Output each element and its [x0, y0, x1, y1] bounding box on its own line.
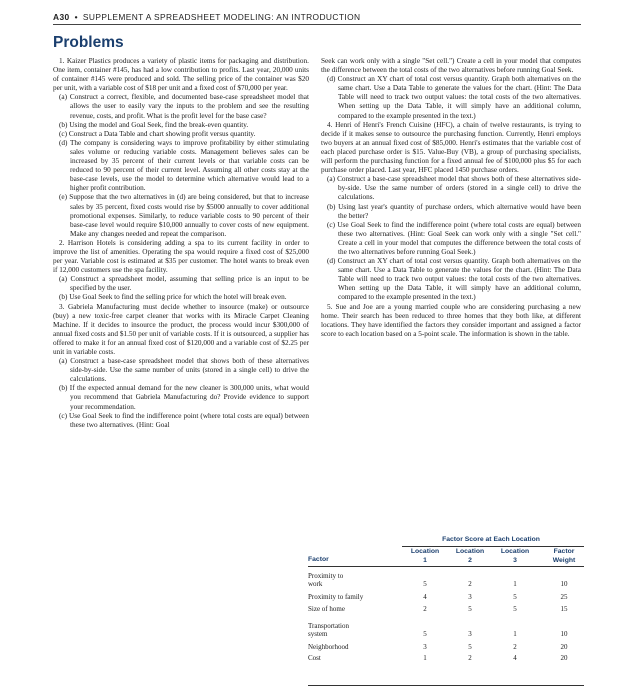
problem-part: (b) Using last year's quantity of purchase orders, which alternative would have been the better? [327, 202, 581, 220]
page-number: A30 [53, 12, 70, 22]
location-score: 4 [513, 654, 517, 662]
bullet-icon: • [74, 12, 78, 22]
factor-weight: 25 [560, 593, 568, 601]
right-column [321, 57, 581, 339]
problem-part: (a) Construct a base-case spreadsheet model that shows both of these alternatives side-by-side. Use the same number of units (stored in a single cell) to drive the calculations. [59, 357, 309, 384]
problem-part: (e) Suppose that the two alternatives in (d) are being considered, but that to increase sales by 35 percent, fixed costs would rise by $5000 annually to cover additional promotional expenses. Similarly, to reduce variable costs to 90 percent of their base-case level would require $10,000 annually to cover costs of new equipment. Make any changes needed and repeat the comparison. [59, 193, 309, 238]
location-score: 3 [468, 593, 472, 601]
running-header [53, 12, 360, 22]
location-score: 1 [513, 630, 517, 638]
table-row-factor: Proximity to family [308, 593, 364, 601]
table-row-factor: Size of home [308, 605, 345, 613]
header-location-2: Location 2 [455, 548, 485, 564]
header-rule-bottom [308, 566, 584, 567]
table-row-factor: Transportation system [308, 622, 349, 639]
problem-paragraph: 4. Henri of Henri's French Cuisine (HFC), a chain of twelve restaurants, is trying to decide if it makes sense to outsource the purchasing function. Currently, Henri employs two buyers at an annual fixed cost of $85,000. Henri's estimates that the variable cost of each placed purchase order is $15. Value-Buy (VB), a group of purchasing specialists, will perform the purchasing function for a fixed annual fee of $100,000 plus $5 for each purchase order placed. Last year, HFC placed 1450 purchase orders. [321, 120, 581, 175]
table-bottom-rule [308, 685, 584, 686]
location-score: 2 [468, 654, 472, 662]
location-score: 1 [423, 654, 427, 662]
problem-paragraph: 3. Gabriela Manufacturing must decide whether to insource (make) or outsource (buy) a new toxic-free carpet cleaner that works with its Miracle Carpet Cleaning Machine. If it decides to insource the product, the process would incur $300,000 of annual fixed costs and $1.50 per unit of variable costs. If it is outsourced, a supplier has offered to make it for an annual fixed cost of $120,000 and a variable cost of $2.25 per unit in variable costs. [53, 302, 309, 356]
problem-part: (c) Use Goal Seek to find the indifference point (where total costs are equal) between these two alternatives. (Hint: Goal Seek can work only with a single "Set cell." Create a cell in your model that computes the difference between the total costs of the two alternatives before running Goal Seek.) [327, 220, 581, 256]
problem-part: (c) Use Goal Seek to find the indifference point (where total costs are equal) between these two alternatives. (Hint: Goal [59, 411, 309, 429]
location-score: 5 [423, 580, 427, 588]
section-title: SUPPLEMENT A SPREADSHEET MODELING: AN INTRODUCTION [82, 12, 361, 22]
problem-part: (a) Construct a correct, flexible, and documented base-case spreadsheet model that allows the user to easily vary the inputs to the problem and see the resulting revenue, costs, and profit. What is the profit level for the base case? [59, 93, 309, 120]
header-factor: Factor [308, 556, 329, 563]
problem-part: (b) Use Goal Seek to find the selling price for which the hotel will break even. [59, 293, 287, 302]
factor-weight: 15 [560, 605, 568, 613]
problem-part: (c) Construct a Data Table and chart showing profit versus quantity. [59, 129, 256, 138]
page-title: Problems [53, 34, 124, 51]
header-location-3: Location 3 [500, 548, 530, 564]
location-score: 2 [423, 605, 427, 613]
problem-part: Seek can work only with a single "Set cell.") Create a cell in your model that computes the difference between the total costs of the two alternatives before running Goal Seek. [321, 57, 581, 75]
factor-weight: 20 [560, 643, 568, 651]
table-row-factor: Proximity to work [308, 572, 344, 589]
problem-part: (b) If the expected annual demand for the new cleaner is 300,000 units, what would you recommend that Gabriela Manufacturing do? Provide evidence to support your recommendation. [59, 384, 309, 411]
location-score: 3 [423, 643, 427, 651]
factor-weight: 10 [560, 580, 568, 588]
left-column [53, 57, 309, 430]
table-row-factor: Neighborhood [308, 643, 349, 651]
location-score: 2 [513, 643, 517, 651]
problem-paragraph: 2. Harrison Hotels is considering adding a spa to its current facility in order to improve the list of amenities. Operating the spa would require a fixed cost of $25,000 per year. Variable cost is estimated at $35 per customer. The hotel wants to break even if 12,000 customers use the spa facility. [53, 238, 309, 275]
problem-part: (d) Construct an XY chart of total cost versus quantity. Graph both alternatives on the same chart. Use a Data Table to generate the values for the chart. (Hint: The Data Table will need to track two output values: the total costs of the two alternatives. When setting up the Data Table, it will simply have an additional column, compared to the example presented in the text.) [327, 257, 581, 302]
location-score: 5 [468, 643, 472, 651]
table-caption: Factor Score at Each Location [442, 536, 540, 543]
location-score: 1 [513, 580, 517, 588]
problem-paragraph: 5. Sue and Joe are a young married couple who are considering purchasing a new home. Their search has been reduced to three homes that they both like, at different locations. They have identified the factors they consider important and assigned a factor score to each location based on a 5-point scale. The information is shown in the table. [321, 302, 581, 338]
location-score: 4 [423, 593, 427, 601]
header-rule [53, 24, 581, 25]
problem-part: (d) The company is considering ways to improve profitability by either stimulating sales volume or reducing variable costs. Management believes sales can be increased by 35 percent of their current levels or that variable costs can be reduced to 90 percent of their current level. Assuming all other costs stay at the base-case levels, use the model to determine which alternative would lead to a higher profit contribution. [59, 138, 309, 193]
location-score: 5 [513, 605, 517, 613]
header-location-1: Location 1 [410, 548, 440, 564]
location-score: 5 [468, 605, 472, 613]
location-score: 3 [468, 630, 472, 638]
problem-part: (a) Construct a base-case spreadsheet model that shows both of these alternatives side-by-side. Use the same number of orders (stored in a single cell) to drive the calculations. [327, 175, 581, 202]
problem-part: (b) Using the model and Goal Seek, find the break-even quantity. [59, 120, 249, 129]
header-weight: Factor Weight [552, 548, 576, 564]
caption-rule [402, 546, 584, 547]
problem-paragraph: 1. Kaizer Plastics produces a variety of plastic items for packaging and distribution. One item, container #145, has had a low contribution to profits. Last year, 20,000 units of container #145 were produced and sold. The selling price of the container was $20 per unit, with a variable cost of $18 per unit and a fixed cost of $70,000 per year. [53, 57, 309, 93]
factor-weight: 20 [560, 654, 568, 662]
location-score: 5 [423, 630, 427, 638]
problem-part: (a) Construct a spreadsheet model, assuming that selling price is an input to be specified by the user. [59, 275, 309, 293]
factor-weight: 10 [560, 630, 568, 638]
problem-part: (d) Construct an XY chart of total cost versus quantity. Graph both alternatives on the same chart. Use a Data Table to generate the values for the chart. (Hint: The Data Table will need to track two output values: the total costs of the two alternatives. When setting up the Data Table, it will simply have an additional column, compared to the example presented in the text.) [327, 75, 581, 120]
table-row-factor: Cost [308, 654, 321, 662]
location-score: 5 [513, 593, 517, 601]
location-score: 2 [468, 580, 472, 588]
